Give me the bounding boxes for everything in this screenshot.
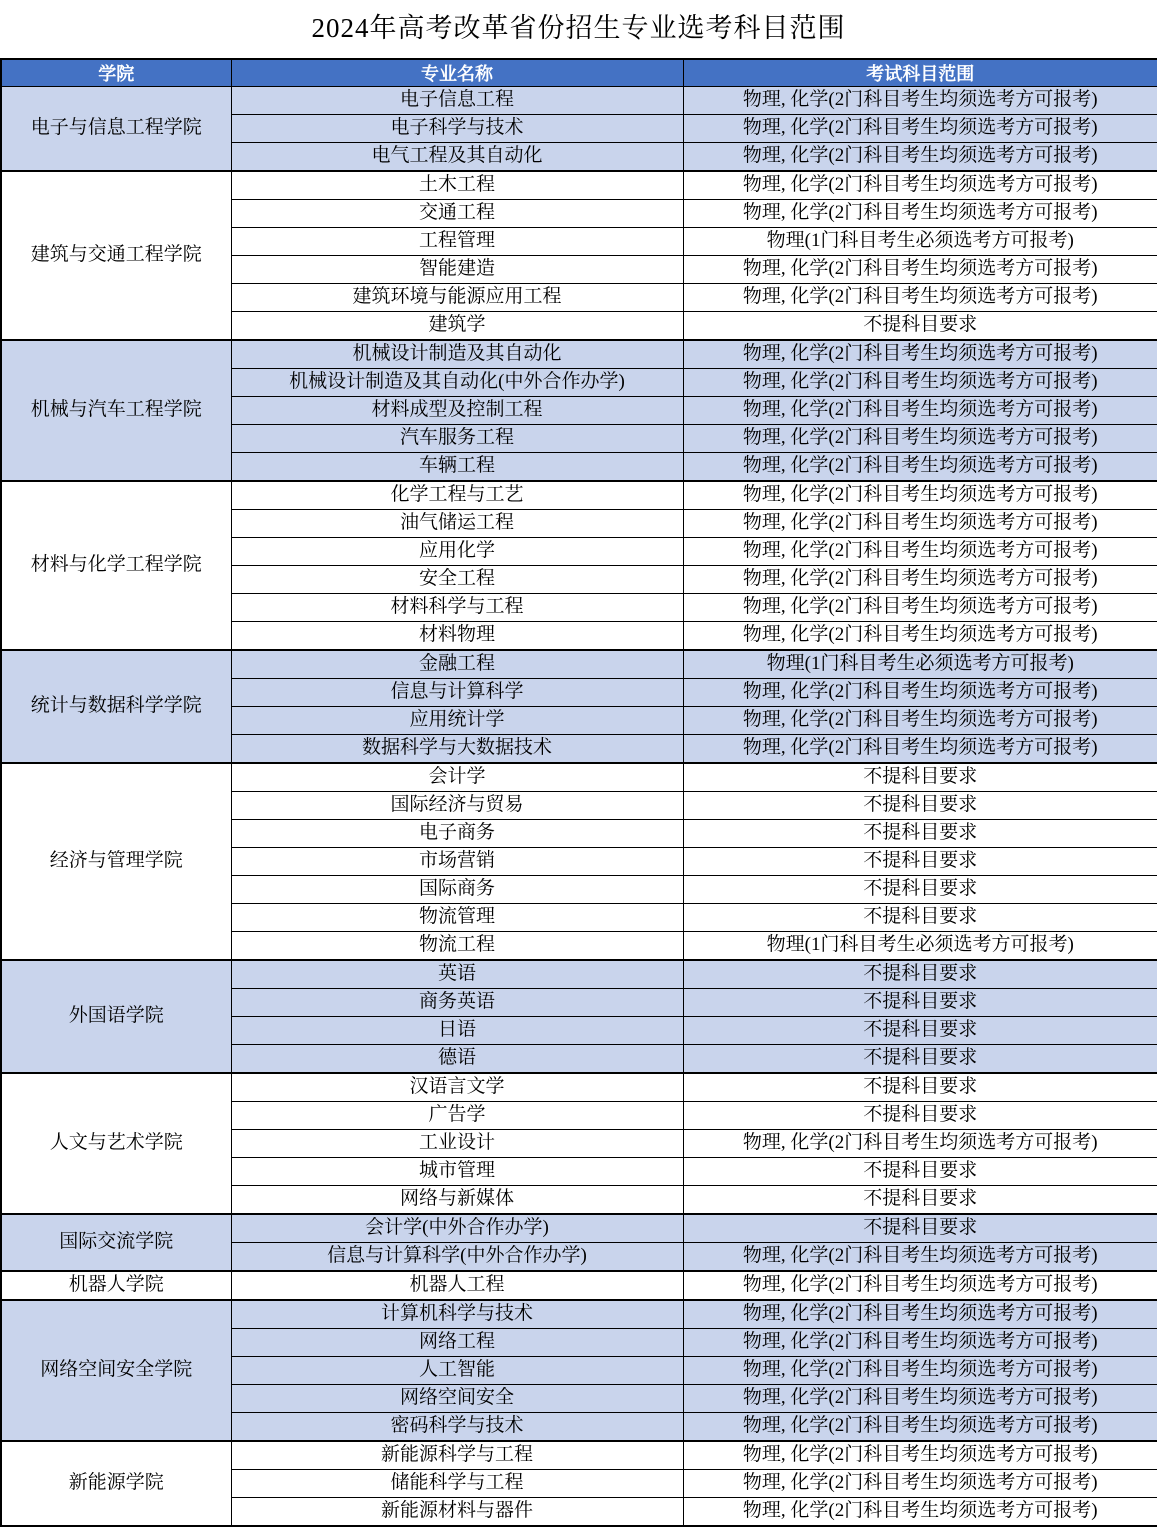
table-row — [1, 481, 1157, 510]
major-cell: 商务英语 — [231, 989, 683, 1017]
requirement-cell: 物理, 化学(2门科目考生均须选考方可报考) — [683, 566, 1157, 594]
requirement-cell: 物理(1门科目考生必须选考方可报考) — [683, 932, 1157, 961]
college-cell: 人文与艺术学院 — [1, 1073, 231, 1214]
college-group — [1, 763, 1157, 960]
requirement-cell: 不提科目要求 — [683, 960, 1157, 989]
major-cell: 电子商务 — [231, 820, 683, 848]
major-cell: 机器人工程 — [231, 1271, 683, 1300]
major-cell: 机械设计制造及其自动化 — [231, 340, 683, 369]
page-title: 2024年高考改革省份招生专业选考科目范围 — [311, 13, 846, 43]
requirement-cell: 不提科目要求 — [683, 1102, 1157, 1130]
college-group — [1, 960, 1157, 1073]
college-group — [1, 1271, 1157, 1300]
requirement-cell: 物理, 化学(2门科目考生均须选考方可报考) — [683, 87, 1157, 115]
requirement-cell: 物理, 化学(2门科目考生均须选考方可报考) — [683, 1385, 1157, 1413]
major-cell: 德语 — [231, 1045, 683, 1074]
major-cell: 信息与计算科学 — [231, 679, 683, 707]
major-cell: 工程管理 — [231, 228, 683, 256]
major-cell: 日语 — [231, 1017, 683, 1045]
requirement-cell: 物理, 化学(2门科目考生均须选考方可报考) — [683, 453, 1157, 482]
requirement-cell: 物理, 化学(2门科目考生均须选考方可报考) — [683, 1357, 1157, 1385]
requirement-cell: 不提科目要求 — [683, 1017, 1157, 1045]
requirement-cell: 不提科目要求 — [683, 1214, 1157, 1243]
requirement-cell: 物理(1门科目考生必须选考方可报考) — [683, 650, 1157, 679]
column-header-college: 学院 — [1, 59, 231, 87]
requirement-cell: 物理, 化学(2门科目考生均须选考方可报考) — [683, 1271, 1157, 1300]
requirement-cell: 不提科目要求 — [683, 1045, 1157, 1074]
requirement-cell: 物理, 化学(2门科目考生均须选考方可报考) — [683, 622, 1157, 651]
college-cell: 电子与信息工程学院 — [1, 87, 231, 172]
requirement-cell: 物理, 化学(2门科目考生均须选考方可报考) — [683, 284, 1157, 312]
requirement-cell: 物理, 化学(2门科目考生均须选考方可报考) — [683, 340, 1157, 369]
requirement-cell: 不提科目要求 — [683, 876, 1157, 904]
requirement-cell: 物理, 化学(2门科目考生均须选考方可报考) — [683, 397, 1157, 425]
college-cell: 统计与数据科学学院 — [1, 650, 231, 763]
table-row — [1, 1441, 1157, 1470]
major-cell: 会计学(中外合作办学) — [231, 1214, 683, 1243]
college-cell: 外国语学院 — [1, 960, 231, 1073]
major-cell: 油气储运工程 — [231, 510, 683, 538]
requirement-cell: 不提科目要求 — [683, 1158, 1157, 1186]
header-row — [1, 59, 1157, 87]
requirement-cell: 物理, 化学(2门科目考生均须选考方可报考) — [683, 425, 1157, 453]
major-cell: 车辆工程 — [231, 453, 683, 482]
college-cell: 建筑与交通工程学院 — [1, 171, 231, 340]
table-row — [1, 87, 1157, 115]
major-cell: 新能源材料与器件 — [231, 1498, 683, 1527]
major-cell: 金融工程 — [231, 650, 683, 679]
college-cell: 机器人学院 — [1, 1271, 231, 1300]
college-group — [1, 340, 1157, 481]
college-group — [1, 1214, 1157, 1271]
major-cell: 化学工程与工艺 — [231, 481, 683, 510]
subject-requirements-table — [0, 58, 1157, 1527]
major-cell: 国际经济与贸易 — [231, 792, 683, 820]
college-cell: 机械与汽车工程学院 — [1, 340, 231, 481]
table-row — [1, 340, 1157, 369]
major-cell: 城市管理 — [231, 1158, 683, 1186]
major-cell: 电气工程及其自动化 — [231, 143, 683, 172]
major-cell: 材料科学与工程 — [231, 594, 683, 622]
major-cell: 交通工程 — [231, 200, 683, 228]
requirement-cell: 不提科目要求 — [683, 763, 1157, 792]
requirement-cell: 不提科目要求 — [683, 1073, 1157, 1102]
requirement-cell: 物理, 化学(2门科目考生均须选考方可报考) — [683, 735, 1157, 764]
college-cell: 经济与管理学院 — [1, 763, 231, 960]
requirement-cell: 物理, 化学(2门科目考生均须选考方可报考) — [683, 115, 1157, 143]
college-group — [1, 1300, 1157, 1441]
requirement-cell: 物理, 化学(2门科目考生均须选考方可报考) — [683, 256, 1157, 284]
major-cell: 储能科学与工程 — [231, 1470, 683, 1498]
table-row — [1, 650, 1157, 679]
major-cell: 应用化学 — [231, 538, 683, 566]
table-header — [1, 59, 1157, 87]
table-row — [1, 1073, 1157, 1102]
college-group — [1, 481, 1157, 650]
college-group — [1, 171, 1157, 340]
major-cell: 安全工程 — [231, 566, 683, 594]
table-row — [1, 1300, 1157, 1329]
major-cell: 物流工程 — [231, 932, 683, 961]
requirement-cell: 物理, 化学(2门科目考生均须选考方可报考) — [683, 143, 1157, 172]
major-cell: 网络工程 — [231, 1329, 683, 1357]
table-row — [1, 1214, 1157, 1243]
requirement-cell: 物理, 化学(2门科目考生均须选考方可报考) — [683, 1441, 1157, 1470]
major-cell: 汽车服务工程 — [231, 425, 683, 453]
requirement-cell: 物理, 化学(2门科目考生均须选考方可报考) — [683, 481, 1157, 510]
requirement-cell: 物理, 化学(2门科目考生均须选考方可报考) — [683, 369, 1157, 397]
major-cell: 会计学 — [231, 763, 683, 792]
table-row — [1, 960, 1157, 989]
major-cell: 英语 — [231, 960, 683, 989]
major-cell: 国际商务 — [231, 876, 683, 904]
major-cell: 网络空间安全 — [231, 1385, 683, 1413]
major-cell: 建筑环境与能源应用工程 — [231, 284, 683, 312]
major-cell: 汉语言文学 — [231, 1073, 683, 1102]
major-cell: 信息与计算科学(中外合作办学) — [231, 1243, 683, 1272]
major-cell: 电子信息工程 — [231, 87, 683, 115]
requirement-cell: 物理, 化学(2门科目考生均须选考方可报考) — [683, 1300, 1157, 1329]
major-cell: 工业设计 — [231, 1130, 683, 1158]
requirement-cell: 物理, 化学(2门科目考生均须选考方可报考) — [683, 200, 1157, 228]
major-cell: 土木工程 — [231, 171, 683, 200]
table-row — [1, 763, 1157, 792]
column-header-major: 专业名称 — [231, 59, 683, 87]
requirement-cell: 物理, 化学(2门科目考生均须选考方可报考) — [683, 1498, 1157, 1527]
requirement-cell: 不提科目要求 — [683, 312, 1157, 341]
requirement-cell: 物理, 化学(2门科目考生均须选考方可报考) — [683, 510, 1157, 538]
major-cell: 应用统计学 — [231, 707, 683, 735]
requirement-cell: 不提科目要求 — [683, 848, 1157, 876]
college-group — [1, 1441, 1157, 1526]
major-cell: 网络与新媒体 — [231, 1186, 683, 1215]
requirement-cell: 物理(1门科目考生必须选考方可报考) — [683, 228, 1157, 256]
requirement-cell: 不提科目要求 — [683, 904, 1157, 932]
requirement-cell: 物理, 化学(2门科目考生均须选考方可报考) — [683, 1470, 1157, 1498]
college-cell: 新能源学院 — [1, 1441, 231, 1526]
requirement-cell: 物理, 化学(2门科目考生均须选考方可报考) — [683, 538, 1157, 566]
major-cell: 广告学 — [231, 1102, 683, 1130]
requirement-cell: 物理, 化学(2门科目考生均须选考方可报考) — [683, 1130, 1157, 1158]
major-cell: 智能建造 — [231, 256, 683, 284]
requirement-cell: 物理, 化学(2门科目考生均须选考方可报考) — [683, 1413, 1157, 1442]
requirement-cell: 物理, 化学(2门科目考生均须选考方可报考) — [683, 594, 1157, 622]
college-group — [1, 1073, 1157, 1214]
major-cell: 人工智能 — [231, 1357, 683, 1385]
major-cell: 市场营销 — [231, 848, 683, 876]
major-cell: 材料成型及控制工程 — [231, 397, 683, 425]
major-cell: 数据科学与大数据技术 — [231, 735, 683, 764]
requirement-cell: 物理, 化学(2门科目考生均须选考方可报考) — [683, 1243, 1157, 1272]
major-cell: 机械设计制造及其自动化(中外合作办学) — [231, 369, 683, 397]
major-cell: 材料物理 — [231, 622, 683, 651]
major-cell: 建筑学 — [231, 312, 683, 341]
college-cell: 材料与化学工程学院 — [1, 481, 231, 650]
major-cell: 计算机科学与技术 — [231, 1300, 683, 1329]
major-cell: 电子科学与技术 — [231, 115, 683, 143]
college-group — [1, 87, 1157, 172]
requirement-cell: 物理, 化学(2门科目考生均须选考方可报考) — [683, 679, 1157, 707]
requirement-cell: 不提科目要求 — [683, 820, 1157, 848]
major-cell: 新能源科学与工程 — [231, 1441, 683, 1470]
requirement-cell: 不提科目要求 — [683, 1186, 1157, 1215]
table-row — [1, 1271, 1157, 1300]
college-cell: 网络空间安全学院 — [1, 1300, 231, 1441]
major-cell: 密码科学与技术 — [231, 1413, 683, 1442]
requirement-cell: 不提科目要求 — [683, 989, 1157, 1017]
table-row — [1, 171, 1157, 200]
requirement-cell: 物理, 化学(2门科目考生均须选考方可报考) — [683, 1329, 1157, 1357]
major-cell: 物流管理 — [231, 904, 683, 932]
college-cell: 国际交流学院 — [1, 1214, 231, 1271]
requirement-cell: 物理, 化学(2门科目考生均须选考方可报考) — [683, 707, 1157, 735]
column-header-requirement: 考试科目范围 — [683, 59, 1157, 87]
requirement-cell: 物理, 化学(2门科目考生均须选考方可报考) — [683, 171, 1157, 200]
college-group — [1, 650, 1157, 763]
requirement-cell: 不提科目要求 — [683, 792, 1157, 820]
